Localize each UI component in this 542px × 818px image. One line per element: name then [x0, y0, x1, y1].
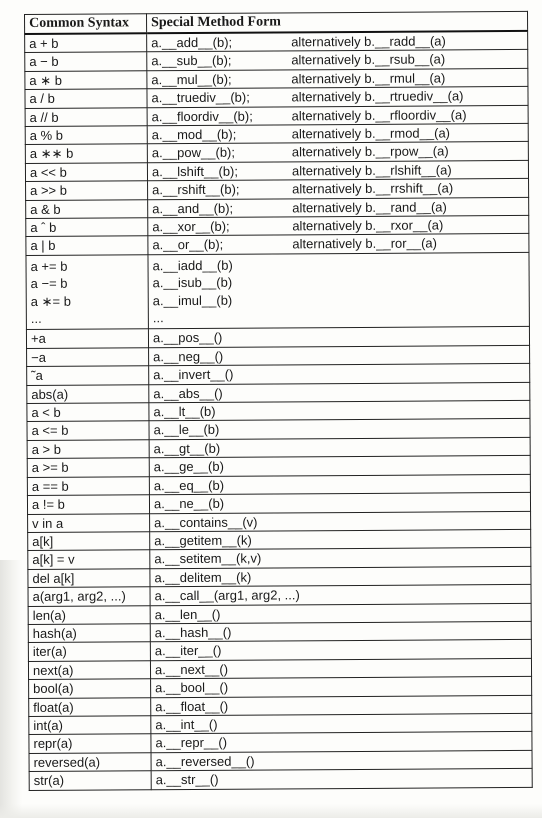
special-methods-table	[24, 11, 533, 791]
alternative-text: alternatively b.__ror__(a)	[292, 235, 437, 252]
syntax-line: ...	[30, 310, 42, 327]
method-cell: a.__contains__(v)	[150, 511, 531, 532]
method-cell: a.__str__()	[151, 769, 532, 790]
syntax-cell: a(arg1, arg2, ...)	[28, 587, 150, 606]
alternative-text: alternatively b.__rmul__(a)	[291, 70, 446, 87]
method-text: a.__and__(b);	[152, 200, 234, 216]
method-text: a.__pow__(b);	[151, 145, 236, 161]
syntax-cell: int(a)	[29, 716, 151, 735]
method-text: a.__or__(b);	[152, 237, 224, 253]
alternative-text: alternatively b.__radd__(a)	[291, 33, 446, 50]
alternative-text: alternatively b.__rlshift__(a)	[291, 162, 452, 179]
method-cell: a.__hash__()	[150, 621, 531, 642]
syntax-cell: a > b	[27, 440, 149, 459]
method-cell: a.__gt__(b)	[149, 437, 530, 458]
alternative-text: alternatively b.__rtruediv__(a)	[291, 88, 464, 105]
method-cell	[147, 123, 528, 144]
method-cell: a.__ge__(b)	[149, 456, 530, 477]
method-line: a.__isub__(b)	[152, 274, 233, 291]
method-cell: a.__setitem__(k,v)	[150, 548, 531, 569]
inplace-operators-row	[26, 252, 529, 330]
syntax-cell: len(a)	[28, 605, 150, 624]
syntax-cell: a % b	[25, 126, 147, 145]
syntax-cell: +a	[26, 329, 148, 348]
method-cell: a.__le__(b)	[149, 419, 530, 440]
method-cell	[147, 31, 528, 52]
method-cell: a.__delitem__(k)	[150, 566, 531, 587]
method-text: a.__mul__(b);	[151, 71, 232, 88]
syntax-cell: hash(a)	[28, 624, 150, 643]
syntax-cell: a ˆ b	[26, 218, 148, 237]
header-special-method-form: Special Method Form	[147, 11, 528, 33]
method-text: a.__rshift__(b);	[152, 181, 240, 198]
scan-shadow-bottom	[0, 804, 542, 818]
method-cell	[147, 68, 528, 89]
syntax-cell: a < b	[27, 403, 149, 422]
syntax-cell: a | b	[26, 236, 148, 255]
method-cell: a.__float__()	[151, 695, 532, 716]
method-cell: a.__len__()	[150, 603, 531, 624]
method-cell	[148, 197, 529, 218]
alternative-text: alternatively b.__rmod__(a)	[291, 125, 451, 142]
method-line: ...	[152, 310, 164, 326]
syntax-cell: a >> b	[26, 181, 148, 200]
method-cell	[147, 50, 528, 71]
inplace-method-cell	[148, 252, 529, 329]
method-cell	[148, 179, 529, 200]
method-cell	[147, 87, 528, 108]
method-text: a.__xor__(b);	[152, 218, 230, 235]
method-cell: a.__reversed__()	[151, 750, 532, 771]
method-cell: a.__next__()	[150, 658, 531, 679]
syntax-cell: del a[k]	[28, 568, 150, 587]
syntax-cell: a[k]	[28, 532, 150, 551]
method-cell: a.__int__()	[151, 713, 532, 734]
syntax-cell: str(a)	[29, 771, 151, 790]
alternative-text: alternatively b.__rrshift__(a)	[292, 180, 454, 197]
syntax-cell: next(a)	[28, 660, 150, 679]
syntax-cell: v in a	[28, 513, 150, 532]
syntax-cell: a <= b	[27, 421, 149, 440]
syntax-cell: float(a)	[29, 697, 151, 716]
method-text: a.__truediv__(b);	[151, 89, 250, 106]
method-text: a.__add__(b);	[151, 34, 233, 51]
method-cell: a.__lt__(b)	[149, 400, 530, 421]
alternative-text: alternatively b.__rand__(a)	[292, 199, 447, 216]
method-cell	[147, 160, 528, 181]
method-text: a.__mod__(b);	[151, 126, 237, 143]
method-cell: a.__bool__()	[151, 677, 532, 698]
alternative-text: alternatively b.__rpow__(a)	[291, 143, 449, 160]
scan-shadow-left	[0, 560, 22, 818]
method-cell: a.__repr__()	[151, 732, 532, 753]
syntax-cell: reversed(a)	[29, 753, 151, 772]
syntax-cell: a[k] = v	[28, 550, 150, 569]
syntax-cell: ˜a	[27, 366, 149, 385]
syntax-cell: a == b	[27, 476, 149, 495]
syntax-line: a −= b	[30, 276, 68, 292]
method-cell	[147, 105, 528, 126]
syntax-cell: a >= b	[27, 458, 149, 477]
header-common-syntax: Common Syntax	[25, 14, 147, 34]
method-cell: a.__abs__()	[149, 382, 530, 403]
syntax-cell: a & b	[26, 199, 148, 218]
method-cell	[148, 234, 529, 255]
syntax-cell: iter(a)	[28, 642, 150, 661]
syntax-cell: bool(a)	[29, 679, 151, 698]
method-line: a.__imul__(b)	[152, 292, 233, 308]
method-cell: a.__invert__()	[149, 364, 530, 385]
syntax-cell: a + b	[25, 33, 147, 53]
method-cell: a.__ne__(b)	[149, 493, 530, 514]
alternative-text: alternatively b.__rsub__(a)	[291, 51, 446, 68]
syntax-cell: a << b	[25, 163, 147, 182]
syntax-cell: a − b	[25, 52, 147, 71]
alternative-text: alternatively b.__rfloordiv__(a)	[291, 106, 467, 123]
method-text: a.__sub__(b);	[151, 53, 232, 69]
method-cell: a.__eq__(b)	[149, 474, 530, 495]
method-cell: a.__getitem__(k)	[150, 529, 531, 550]
syntax-cell: a // b	[25, 107, 147, 126]
inplace-syntax-cell	[26, 255, 148, 330]
syntax-cell: a ∗ b	[25, 71, 147, 90]
method-cell	[148, 215, 529, 236]
syntax-cell: a ∗∗ b	[25, 144, 147, 163]
syntax-cell: −a	[27, 348, 149, 367]
method-text: a.__lshift__(b);	[151, 163, 239, 180]
syntax-line: a += b	[30, 258, 68, 274]
method-cell: a.__call__(arg1, arg2, ...)	[150, 585, 531, 606]
table-row	[29, 769, 532, 790]
method-line: a.__iadd__(b)	[152, 257, 233, 274]
syntax-cell: a != b	[27, 495, 149, 514]
syntax-cell: abs(a)	[27, 384, 149, 403]
method-cell: a.__iter__()	[150, 640, 531, 661]
method-cell: a.__neg__()	[149, 345, 530, 366]
alternative-text: alternatively b.__rxor__(a)	[292, 217, 444, 234]
method-cell: a.__pos__()	[148, 327, 529, 348]
syntax-cell: a / b	[25, 89, 147, 108]
method-text: a.__floordiv__(b);	[151, 108, 253, 124]
syntax-cell: repr(a)	[29, 734, 151, 753]
syntax-line: a ∗= b	[30, 293, 71, 309]
method-cell	[147, 142, 528, 163]
